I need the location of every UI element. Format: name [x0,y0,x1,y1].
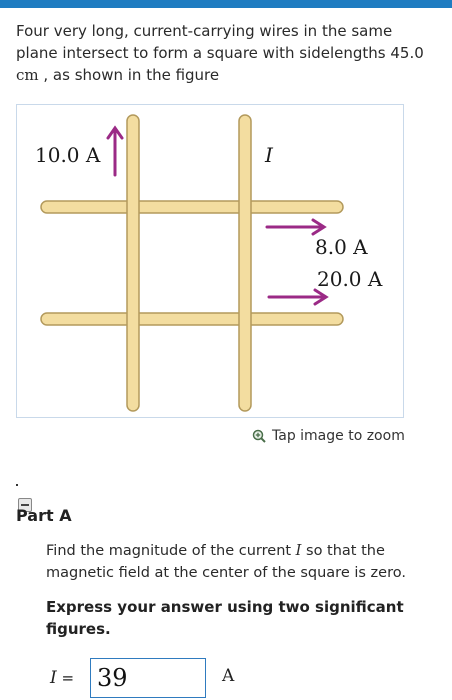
question-text-before: Find the magnitude of the current [46,543,296,559]
horizontal-wire-bottom [41,313,343,325]
zoom-text: Tap image to zoom [272,428,405,444]
vertical-wire-left [127,115,139,411]
current-label-top-right: 8.0 A [315,235,368,259]
unknown-current-label: I [265,143,273,167]
current-label-bottom-right: 20.0 A [317,267,383,291]
problem-statement [16,20,436,86]
answer-variable: I [50,668,57,688]
answer-unit: A [222,666,235,686]
problem-text-after: , as shown in the figure [38,66,220,84]
tap-to-zoom-link[interactable] [252,428,405,444]
current-arrow-right-top [267,220,324,234]
zoom-in-icon [252,429,266,443]
answer-instruction: Express your answer using two significant figures. [46,598,404,638]
question-variable: I [295,543,302,559]
horizontal-wire-top [41,201,343,213]
problem-unit: cm [16,66,39,84]
bullet-dot [16,484,18,486]
answer-input[interactable] [90,658,206,698]
top-accent-bar [0,0,452,8]
part-title: Part A [16,506,72,525]
problem-text-before: Four very long, current-carrying wires in the same plane intersect to form a square with sidelengths 45.0 [16,22,424,62]
question-text-after: so that the magnetic field at the center of the square is zero. [46,543,406,581]
answer-label [50,668,74,688]
question-text [46,540,426,584]
wire-figure[interactable] [16,104,404,418]
vertical-wire-right [239,115,251,411]
current-arrow-up [108,128,122,175]
answer-equals: = [56,669,75,687]
current-label-left: 10.0 A [35,143,101,167]
current-arrow-right-bottom [269,290,326,304]
